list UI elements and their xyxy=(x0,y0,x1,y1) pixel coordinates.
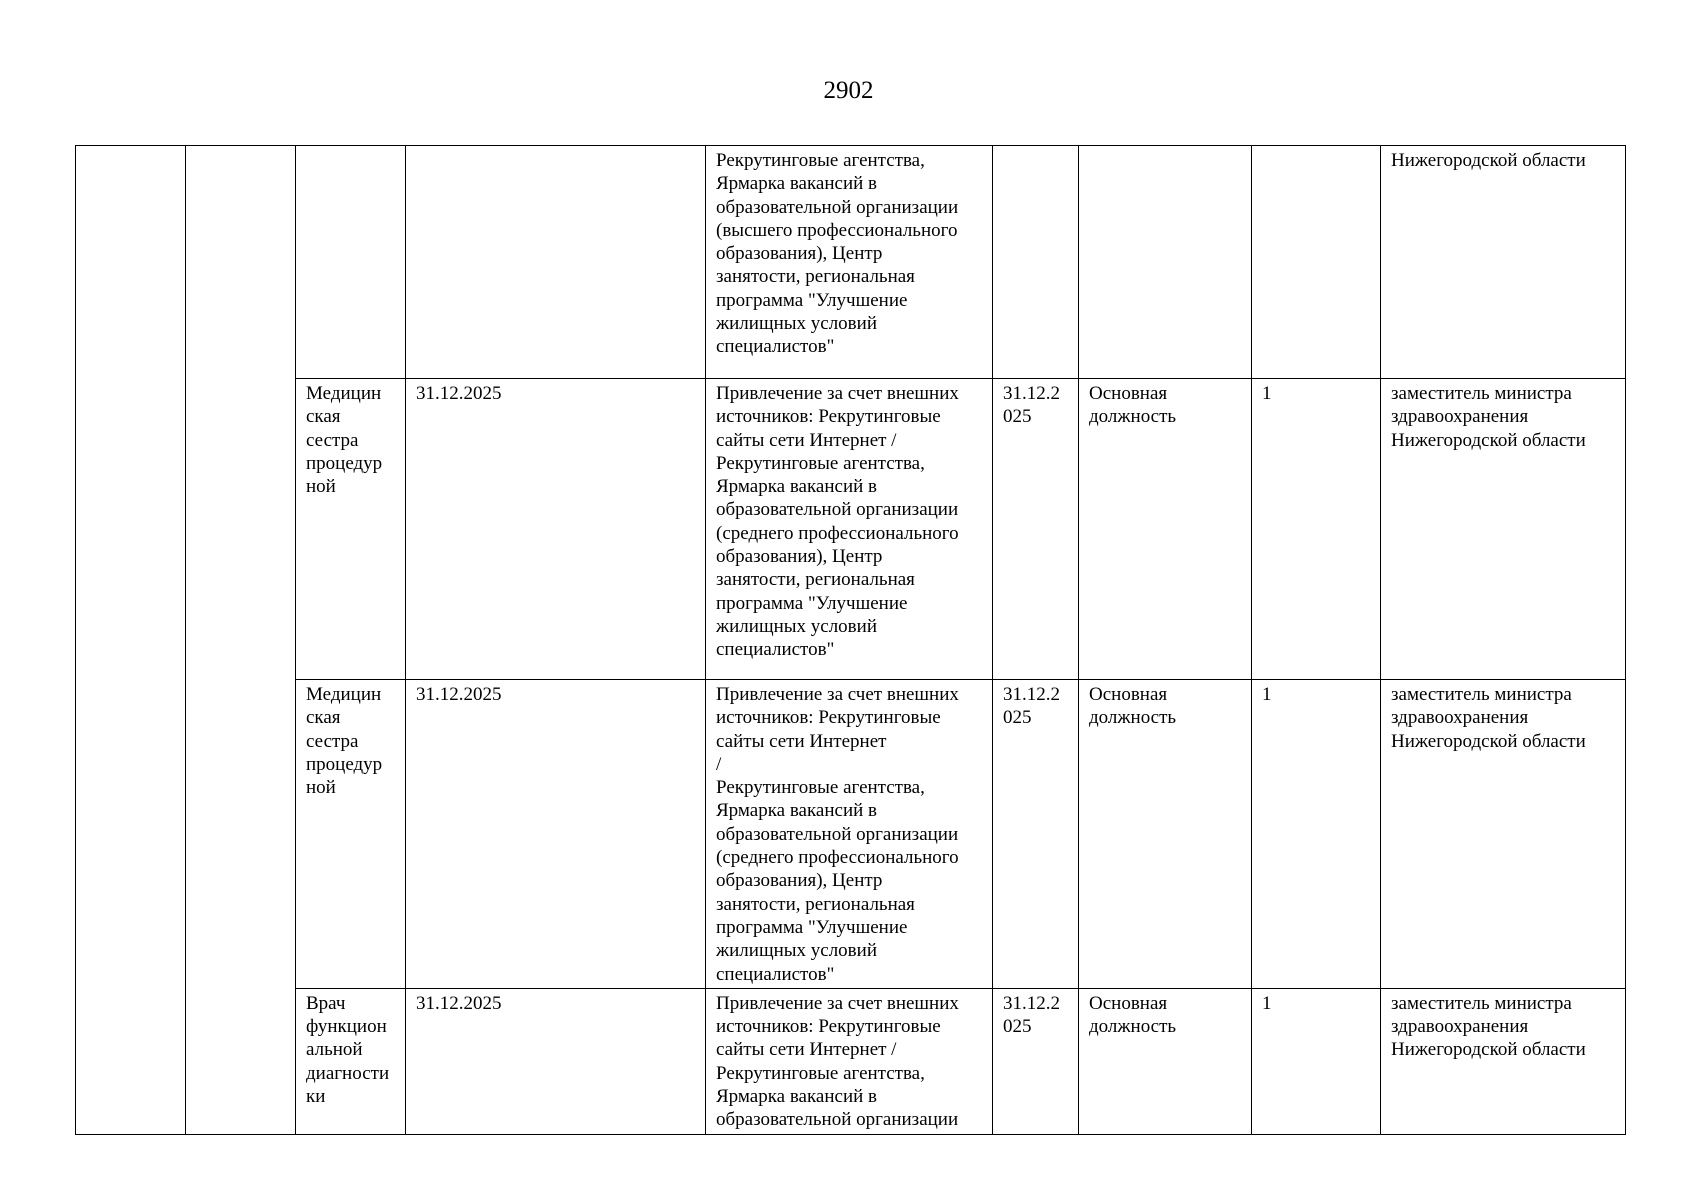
cell-line: диагности xyxy=(306,1062,390,1084)
count-cell: 1 xyxy=(1252,680,1381,989)
cell-line: должность xyxy=(1089,406,1177,428)
cell-line: (высшего профессионального xyxy=(716,219,958,241)
cell-line: специалистов" xyxy=(716,639,835,661)
table-body xyxy=(76,146,1626,1135)
cell-line: Привлечение за счет внешних xyxy=(716,383,959,404)
deadline-cell xyxy=(993,379,1079,680)
date-cell: 31.12.2025 xyxy=(406,379,706,680)
count-cell: 1 xyxy=(1252,379,1381,680)
cell-line: заместитель министра xyxy=(1391,992,1572,1014)
cell-line: здравоохранения xyxy=(1391,406,1529,428)
method-cell xyxy=(706,146,993,379)
table-row xyxy=(76,988,1626,1134)
cell-line: ская xyxy=(306,707,341,729)
deadline-cell xyxy=(993,680,1079,989)
cell-line: образования), Центр xyxy=(716,870,883,892)
cell-line: Нижегородской области xyxy=(1391,730,1586,752)
cell-line: Нижегородской области xyxy=(1391,150,1586,171)
cell-line: Рекрутинговые агентства, xyxy=(716,777,925,799)
cell-line: заместитель министра xyxy=(1391,383,1572,404)
cell-line: Привлечение за счет внешних xyxy=(716,992,959,1014)
cell-line: программа "Улучшение xyxy=(716,916,908,938)
cell-line: 31.12.2 xyxy=(1003,684,1060,705)
deadline-cell xyxy=(993,988,1079,1134)
table-row xyxy=(76,680,1626,989)
cell-line: занятости, региональная xyxy=(716,569,915,591)
cell-line: образовательной организации xyxy=(716,1109,959,1131)
group-cell xyxy=(76,146,186,1135)
cell-line: образования), Центр xyxy=(716,243,883,265)
deadline-cell xyxy=(993,146,1079,379)
cell-line: источников: Рекрутинговые xyxy=(716,406,941,428)
cell-line: Ярмарка вакансий в xyxy=(716,800,878,822)
cell-line: жилищных условий xyxy=(716,313,877,335)
date-cell: 31.12.2025 xyxy=(406,680,706,989)
subgroup-cell xyxy=(186,146,296,1135)
date-cell xyxy=(406,146,706,379)
count-cell: 1 xyxy=(1252,988,1381,1134)
cell-line: образовательной организации xyxy=(716,823,959,845)
cell-line: должность xyxy=(1089,1016,1177,1038)
cell-line: Ярмарка вакансий в xyxy=(716,476,878,498)
cell-line: специалистов" xyxy=(716,336,835,358)
cell-line: сестра xyxy=(306,429,359,451)
cell-line: Основная xyxy=(1089,383,1168,404)
staffing-plan-table xyxy=(75,145,1626,1135)
position-type-cell xyxy=(1079,680,1252,989)
cell-line: сайты сети Интернет / xyxy=(716,1039,897,1061)
cell-line: Нижегородской области xyxy=(1391,1039,1586,1061)
cell-line: занятости, региональная xyxy=(716,893,915,915)
cell-line: Рекрутинговые агентства, xyxy=(716,150,925,171)
cell-line: 025 xyxy=(1003,1016,1032,1038)
cell-line: сайты сети Интернет / xyxy=(716,429,897,451)
cell-line: процедур xyxy=(306,753,383,775)
responsible-cell xyxy=(1381,379,1626,680)
cell-line: 31.12.2 xyxy=(1003,383,1060,404)
cell-line: Ярмарка вакансий в xyxy=(716,1086,878,1108)
cell-line: ной xyxy=(306,777,336,799)
cell-line: должность xyxy=(1089,707,1177,729)
cell-line: программа "Улучшение xyxy=(716,592,908,614)
cell-line: функцион xyxy=(306,1016,387,1038)
position-type-cell xyxy=(1079,988,1252,1134)
cell-line: ская xyxy=(306,406,341,428)
cell-line: Основная xyxy=(1089,684,1168,705)
cell-line: (среднего профессионального xyxy=(716,522,959,544)
position-cell xyxy=(296,379,406,680)
cell-line: сестра xyxy=(306,730,359,752)
cell-line: Нижегородской области xyxy=(1391,429,1586,451)
position-cell xyxy=(296,146,406,379)
position-cell xyxy=(296,680,406,989)
cell-line: жилищных условий xyxy=(716,615,877,637)
cell-line: жилищных условий xyxy=(716,940,877,962)
cell-line: Ярмарка вакансий в xyxy=(716,173,878,195)
responsible-cell xyxy=(1381,988,1626,1134)
responsible-cell xyxy=(1381,146,1626,379)
position-cell xyxy=(296,988,406,1134)
responsible-cell xyxy=(1381,680,1626,989)
position-type-cell xyxy=(1079,379,1252,680)
cell-line: образовательной организации xyxy=(716,196,959,218)
cell-line: 31.12.2 xyxy=(1003,992,1060,1014)
cell-line: источников: Рекрутинговые xyxy=(716,707,941,729)
cell-line: здравоохранения xyxy=(1391,1016,1529,1038)
cell-line: программа "Улучшение xyxy=(716,289,908,311)
page-number: 2902 xyxy=(823,77,874,104)
cell-line: здравоохранения xyxy=(1391,707,1529,729)
cell-line: альной xyxy=(306,1039,363,1061)
cell-line: Медицин xyxy=(306,684,382,705)
cell-line: ной xyxy=(306,476,336,498)
method-cell xyxy=(706,988,993,1134)
cell-line: образования), Центр xyxy=(716,546,883,568)
cell-line: Врач xyxy=(306,992,346,1014)
cell-line: Рекрутинговые агентства, xyxy=(716,452,925,474)
cell-line: / xyxy=(716,753,722,775)
cell-line: Рекрутинговые агентства, xyxy=(716,1062,925,1084)
cell-line: (среднего профессионального xyxy=(716,847,959,869)
cell-line: источников: Рекрутинговые xyxy=(716,1016,941,1038)
cell-line: процедур xyxy=(306,452,383,474)
cell-line: Привлечение за счет внешних xyxy=(716,684,959,705)
table-row xyxy=(76,146,1626,379)
cell-line: Медицин xyxy=(306,383,382,404)
method-cell xyxy=(706,680,993,989)
table-row xyxy=(76,379,1626,680)
cell-line: образовательной организации xyxy=(716,499,959,521)
date-cell: 31.12.2025 xyxy=(406,988,706,1134)
cell-line: занятости, региональная xyxy=(716,266,915,288)
cell-line: специалистов" xyxy=(716,963,835,985)
position-type-cell xyxy=(1079,146,1252,379)
cell-line: Основная xyxy=(1089,992,1168,1014)
cell-line: 025 xyxy=(1003,406,1032,428)
cell-line: 025 xyxy=(1003,707,1032,729)
cell-line: заместитель министра xyxy=(1391,684,1572,705)
count-cell xyxy=(1252,146,1381,379)
method-cell xyxy=(706,379,993,680)
cell-line: сайты сети Интернет xyxy=(716,730,887,752)
cell-line: ки xyxy=(306,1086,326,1108)
